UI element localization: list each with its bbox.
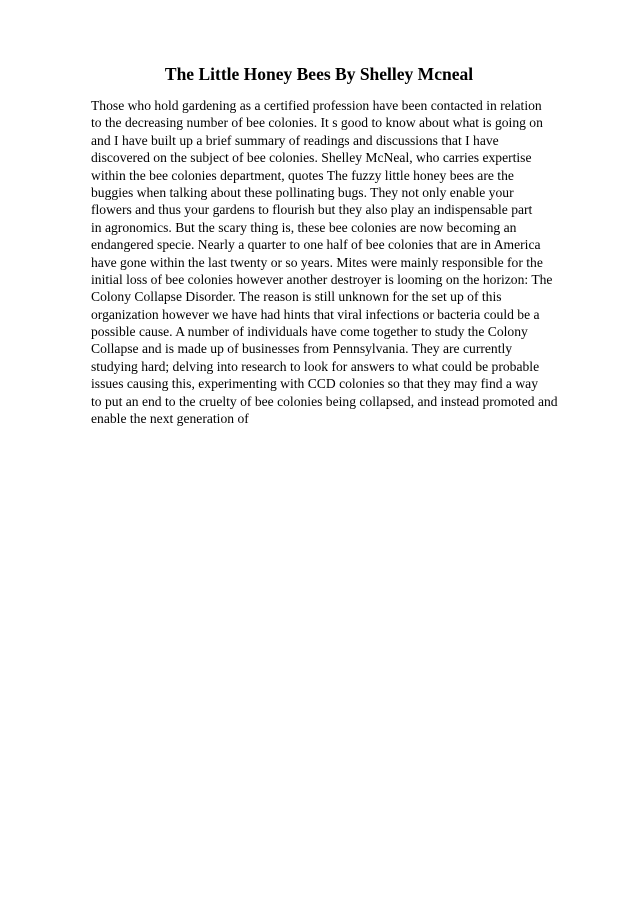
body-line: have gone within the last twenty or so years. Mites were mainly responsible for the — [91, 254, 543, 270]
body-line: initial loss of bee colonies however another destroyer is looming on the horizon: The — [91, 271, 553, 287]
document-body — [91, 97, 611, 427]
body-line: and I have built up a brief summary of readings and discussions that I have — [91, 132, 499, 148]
document-title: The Little Honey Bees By Shelley Mcneal — [164, 64, 474, 84]
body-line: to the decreasing number of bee colonies. It s good to know about what is going on — [91, 115, 543, 131]
body-line: flowers and thus your gardens to flourish but they also play an indispensable part — [91, 202, 533, 218]
body-line: Collapse and is made up of businesses from Pennsylvania. They are currently — [91, 341, 513, 357]
body-line: issues causing this, experimenting with CCD colonies so that they may find a way — [91, 376, 539, 392]
body-line: Those who hold gardening as a certified profession have been contacted in relation — [91, 98, 542, 113]
body-line: studying hard; delving into research to look for answers to what could be probable — [91, 358, 540, 374]
body-line: possible cause. A number of individuals have come together to study the Colony — [91, 324, 528, 340]
body-line: in agronomics. But the scary thing is, these bee colonies are now becoming an — [91, 219, 517, 235]
body-line: organization however we have had hints that viral infections or bacteria could be a — [91, 306, 540, 322]
body-line: endangered specie. Nearly a quarter to one half of bee colonies that are in America — [91, 237, 541, 253]
body-line: within the bee colonies department, quotes The fuzzy little honey bees are the — [91, 167, 514, 183]
body-line: enable the next generation of — [91, 411, 249, 427]
body-line: Colony Collapse Disorder. The reason is still unknown for the set up of this — [91, 289, 502, 305]
body-line: to put an end to the cruelty of bee colonies being collapsed, and instead promoted and — [91, 393, 558, 409]
body-line: buggies when talking about these pollinating bugs. They not only enable your — [91, 184, 514, 200]
body-line: discovered on the subject of bee colonies. Shelley McNeal, who carries expertise — [91, 150, 532, 166]
